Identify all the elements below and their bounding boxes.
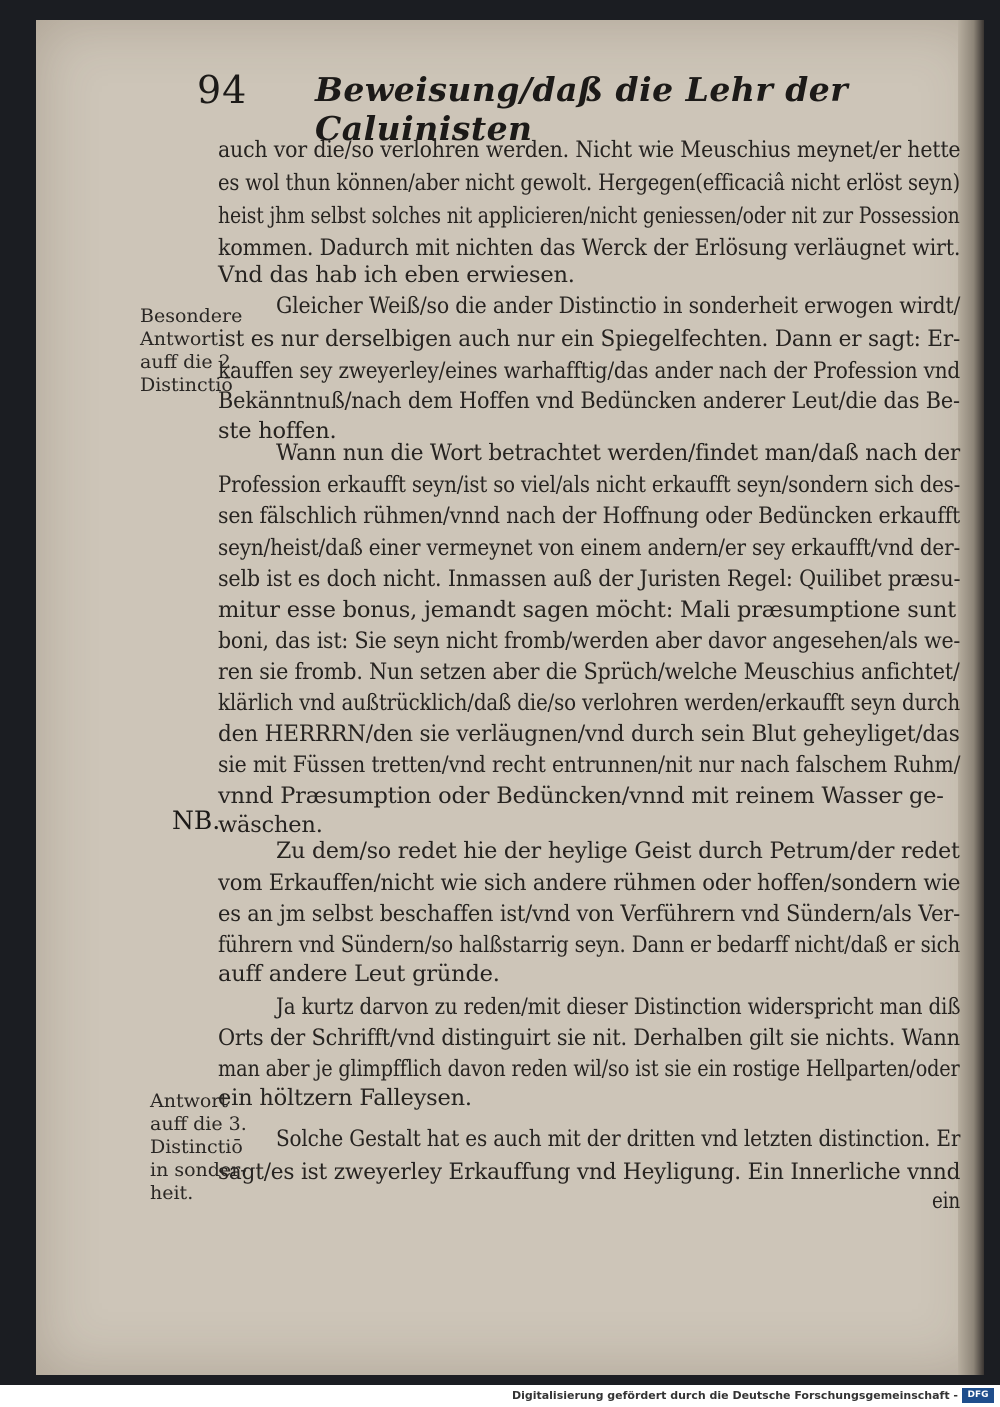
margin-note-line: auff die 2. xyxy=(140,351,237,373)
margin-note-line: auff die 3. xyxy=(150,1113,247,1135)
text-line: selb ist es doch nicht. Inmassen auß der Juristen Regel: Quilibet præsu- xyxy=(218,566,961,592)
text-line: Ja kurtz darvon zu reden/mit dieser Distinction widerspricht man diß xyxy=(276,994,961,1020)
page-number: 94 xyxy=(197,68,248,112)
text-line: Zu dem/so redet hie der heylige Geist durch Petrum/der redet xyxy=(276,838,960,864)
margin-note-line: in sonder- xyxy=(150,1159,247,1181)
text-line: seyn/heist/daß einer vermeynet von einem andern/er sey erkaufft/vnd der- xyxy=(218,535,961,561)
margin-note-line: Besondere xyxy=(140,305,243,327)
text-line: wäschen. xyxy=(218,812,323,838)
text-line: es an jm selbst beschaffen ist/vnd von Verführern vnd Sündern/als Ver- xyxy=(218,901,961,927)
text-line: auff andere Leut gründe. xyxy=(218,961,500,987)
text-line: Vnd das hab ich eben erwiesen. xyxy=(218,262,575,288)
text-line: Bekänntnuß/nach dem Hoffen vnd Bedüncken anderer Leut/die das Be- xyxy=(218,388,960,414)
text-line: sen fälschlich rühmen/vnnd nach der Hoffnung oder Bedüncken erkaufft xyxy=(218,503,961,529)
text-line: kommen. Dadurch mit nichten das Werck der Erlösung verläugnet wirt. xyxy=(218,235,961,261)
text-line: führern vnd Sündern/so halßstarrig seyn. Dann er bedarff nicht/daß er sich xyxy=(218,932,961,958)
text-line: ste hoffen. xyxy=(218,418,337,444)
nota-bene-mark: NB. xyxy=(172,806,221,835)
margin-note-line: heit. xyxy=(150,1182,194,1204)
text-line: Solche Gestalt hat es auch mit der dritten vnd letzten distinction. Er xyxy=(276,1126,961,1152)
text-line: klärlich vnd außtrücklich/daß die/so verlohren werden/erkaufft seyn durch xyxy=(218,690,961,716)
header-title: Beweisung/daß die Lehr der Caluinisten xyxy=(315,70,849,148)
text-line: Orts der Schrifft/vnd distinguirt sie nit. Derhalben gilt sie nichts. Wann xyxy=(218,1025,960,1051)
text-line: man aber je glimpfflich davon reden wil/so ist sie ein rostige Hellparten/oder xyxy=(218,1056,960,1082)
margin-note-line: Antwort xyxy=(140,328,219,350)
text-line: auch vor die/so verlohren werden. Nicht wie Meuschius meynet/er hette xyxy=(218,137,961,163)
text-line: Profession erkaufft seyn/ist so viel/als nicht erkaufft seyn/sondern sich des- xyxy=(218,472,961,498)
text-line: den HERRRN/den sie verläugnen/vnd durch sein Blut geheyliget/das xyxy=(218,721,960,747)
text-line: vnnd Præsumption oder Bedüncken/vnnd mit reinem Wasser ge- xyxy=(218,783,944,809)
page-spine-shadow xyxy=(958,20,984,1375)
margin-note xyxy=(140,305,242,397)
margin-note-line: Distinctiō xyxy=(150,1136,243,1158)
text-line: sagt/es ist zweyerley Erkauffung vnd Heyligung. Ein Innerliche vnnd xyxy=(218,1159,961,1185)
text-line: kauffen sey zweyerley/eines warhafftig/das ander nach der Profession vnd xyxy=(218,358,961,384)
footer-bar xyxy=(0,1385,1000,1407)
catchword: ein xyxy=(932,1188,961,1214)
dfg-logo: DFG xyxy=(962,1388,994,1403)
text-line: Gleicher Weiß/so die ander Distinctio in sonderheit erwogen wirdt/ xyxy=(276,293,961,319)
margin-note xyxy=(150,1090,247,1205)
text-line: mitur esse bonus, jemandt sagen möcht: Mali præsumptione sunt xyxy=(218,597,957,623)
text-line: ein höltzern Falleysen. xyxy=(218,1085,472,1111)
funding-credit: Digitalisierung gefördert durch die Deutsche Forschungsgemeinschaft - xyxy=(511,1389,958,1402)
text-line: heist jhm selbst solches nit applicieren/nicht geniessen/oder nit zur Possession xyxy=(218,203,960,229)
margin-note-line: Distinctiō xyxy=(140,374,233,396)
text-line: es wol thun können/aber nicht gewolt. Hergegen(efficaciâ nicht erlöst seyn) xyxy=(218,170,960,196)
text-line: boni, das ist: Sie seyn nicht fromb/werden aber davor angesehen/als we- xyxy=(218,628,961,654)
text-line: ist es nur derselbigen auch nur ein Spiegelfechten. Dann er sagt: Er- xyxy=(218,326,961,352)
text-line: sie mit Füssen tretten/vnd recht entrunnen/nit nur nach falschem Ruhm/ xyxy=(218,752,961,778)
margin-note-line: Antwort xyxy=(150,1090,229,1112)
text-line: ren sie fromb. Nun setzen aber die Sprüch/welche Meuschius anfichtet/ xyxy=(218,659,960,685)
text-line: Wann nun die Wort betrachtet werden/findet man/daß nach der xyxy=(276,440,961,466)
running-head xyxy=(197,68,917,148)
text-line: vom Erkauffen/nicht wie sich andere rühmen oder hoffen/sondern wie xyxy=(218,870,961,896)
